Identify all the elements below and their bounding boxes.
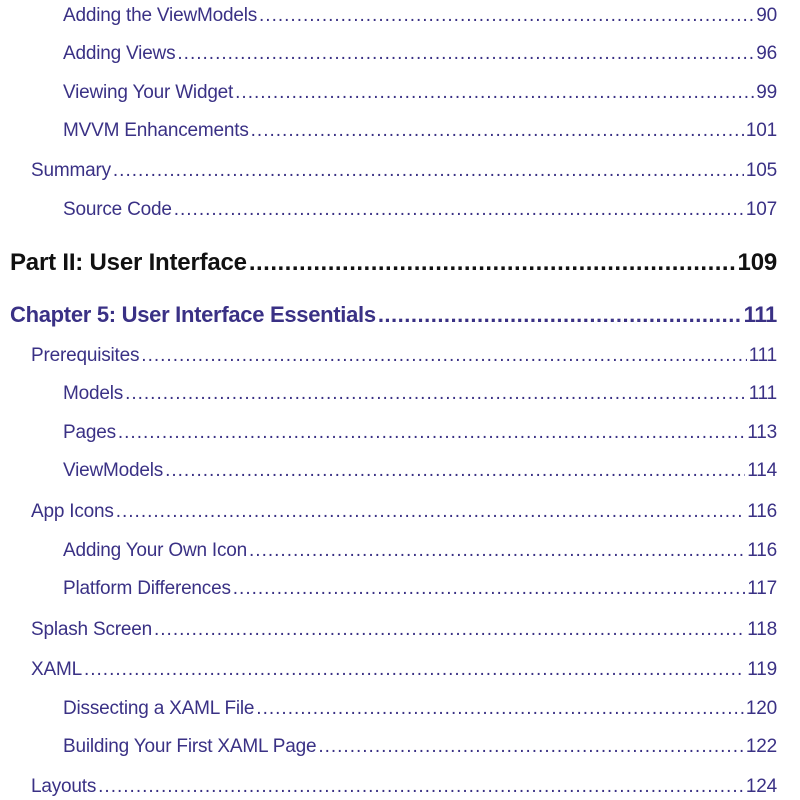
toc-entry-title: Platform Differences	[63, 578, 231, 599]
toc-entry-title: Adding the ViewModels	[63, 5, 258, 26]
toc-entry	[31, 160, 777, 182]
toc-entry-page: 111	[743, 302, 777, 327]
toc-entry-page: 117	[747, 578, 777, 599]
toc-entry-title: Dissecting a XAML File	[63, 698, 255, 719]
dot-leader	[259, 5, 754, 27]
toc-part-entry	[10, 249, 777, 277]
toc-entry-title: Models	[63, 383, 124, 404]
toc-entry-title: Splash Screen	[31, 619, 152, 640]
toc-entry-page: 113	[747, 422, 777, 443]
toc-entry	[63, 383, 777, 405]
toc-entry	[63, 540, 777, 562]
dot-leader	[118, 422, 745, 444]
toc-entry-page: 116	[747, 501, 777, 522]
toc-entry-page: 124	[745, 776, 777, 797]
toc-entry-title: ViewModels	[63, 460, 164, 481]
toc-entry	[31, 345, 777, 367]
toc-entry-page: 114	[747, 460, 777, 481]
dot-leader	[116, 501, 746, 523]
toc-entry-title: Prerequisites	[31, 345, 140, 366]
toc-entry-title: MVVM Enhancements	[63, 120, 249, 141]
toc-entry	[63, 5, 777, 27]
toc-entry-title: Adding Views	[63, 43, 176, 64]
toc-entry-title: App Icons	[31, 501, 114, 522]
toc-entry	[63, 736, 777, 758]
toc-entry-page: 96	[756, 43, 777, 64]
dot-leader	[84, 659, 745, 681]
dot-leader	[98, 776, 744, 798]
dot-leader	[174, 199, 744, 221]
dot-leader	[113, 160, 744, 182]
toc-entry-page: 120	[745, 698, 777, 719]
toc-entry	[31, 501, 777, 523]
toc-entry-title: Layouts	[31, 776, 97, 797]
toc-entry-page: 111	[748, 383, 777, 404]
toc-entry-title: XAML	[31, 659, 82, 680]
dot-leader	[235, 82, 754, 104]
toc-entry-title: Building Your First XAML Page	[63, 736, 317, 757]
toc-entry	[63, 120, 777, 142]
toc-entry	[63, 82, 777, 104]
toc-entry-page: 111	[748, 345, 777, 366]
toc-entry-page: 107	[745, 199, 777, 220]
toc-entry	[63, 422, 777, 444]
dot-leader	[378, 302, 742, 328]
toc-chapter-entry	[10, 302, 777, 328]
dot-leader	[256, 698, 744, 720]
toc-entry-page: 118	[747, 619, 777, 640]
toc-entry-title: Source Code	[63, 199, 172, 220]
toc-entry	[31, 619, 777, 641]
toc-entry	[63, 578, 777, 600]
toc-entry	[63, 199, 777, 221]
toc-entry-title: Part II: User Interface	[10, 249, 247, 276]
dot-leader	[125, 383, 747, 405]
toc-entry-title: Pages	[63, 422, 116, 443]
toc-entry-page: 105	[745, 160, 777, 181]
dot-leader	[233, 578, 746, 600]
toc-entry-page: 99	[756, 82, 777, 103]
toc-entry-page: 116	[747, 540, 777, 561]
dot-leader	[249, 540, 745, 562]
toc-entry-page: 90	[756, 5, 777, 26]
toc-entry	[31, 659, 777, 681]
toc-entry	[63, 698, 777, 720]
toc-entry	[31, 776, 777, 798]
dot-leader	[154, 619, 745, 641]
dot-leader	[165, 460, 745, 482]
dot-leader	[249, 249, 736, 277]
dot-leader	[177, 43, 754, 65]
toc-entry-page: 119	[747, 659, 777, 680]
toc-entry-page: 122	[745, 736, 777, 757]
dot-leader	[141, 345, 746, 367]
toc-entry-title: Summary	[31, 160, 111, 181]
toc-entry-page: 109	[737, 249, 777, 276]
toc-entry-title: Adding Your Own Icon	[63, 540, 248, 561]
toc-entry-title: Viewing Your Widget	[63, 82, 234, 103]
toc-entry	[63, 460, 777, 482]
dot-leader	[251, 120, 744, 142]
toc-entry-page: 101	[745, 120, 777, 141]
toc-entry-title: Chapter 5: User Interface Essentials	[10, 302, 376, 327]
dot-leader	[318, 736, 744, 758]
toc-entry	[63, 43, 777, 65]
